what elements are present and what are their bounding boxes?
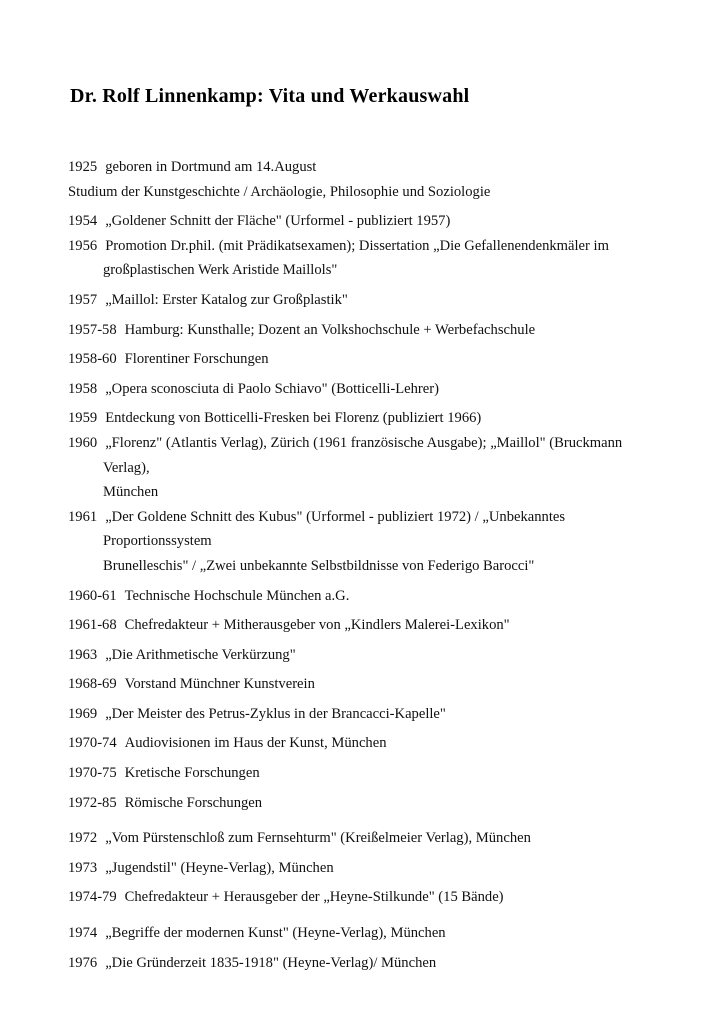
entry-year: 1958 <box>68 380 98 397</box>
entry-year: 1956 <box>68 237 98 254</box>
entry-line: „Opera sconosciuta di Paolo Schiavo" (Botticelli-Lehrer) <box>105 380 439 397</box>
entry-line: „Der Meister des Petrus-Zyklus in der Brancacci-Kapelle" <box>105 705 446 722</box>
vita-list <box>68 155 668 975</box>
entry-line: „Die Gründerzeit 1835-1918" (Heyne-Verlag)/ München <box>105 954 437 971</box>
entry-year: 1961 <box>68 508 98 525</box>
entry-year: 1970-74 <box>68 735 117 752</box>
vita-entry <box>68 209 668 234</box>
entry-year: 1957 <box>68 291 98 308</box>
entry-year: 1963 <box>68 646 98 663</box>
entry-year: 1972 <box>68 830 98 847</box>
entry-year: 1974-79 <box>68 889 117 906</box>
entry-year: 1976 <box>68 954 98 971</box>
vita-entry <box>68 613 668 638</box>
entry-line: Brunelleschis" / „Zwei unbekannte Selbstbildnisse von Federigo Barocci" <box>103 557 535 574</box>
entry-line: Audiovisionen im Haus der Kunst, München <box>124 735 387 752</box>
entry-year: 1969 <box>68 705 98 722</box>
vita-entry <box>68 951 668 976</box>
entry-line: „Begriffe der modernen Kunst" (Heyne-Verlag), München <box>105 925 446 942</box>
vita-entry <box>68 702 668 727</box>
entry-year: 1973 <box>68 859 98 876</box>
entry-line: „Vom Pürstenschloß zum Fernsehturm" (Kreißelmeier Verlag), München <box>105 830 531 847</box>
vita-entry <box>68 347 668 372</box>
entry-line: Entdeckung von Botticelli-Fresken bei Florenz (publiziert 1966) <box>105 410 482 427</box>
entry-line: „Der Goldene Schnitt des Kubus" (Urformel - publiziert 1972) / „Unbekanntes Proportionssystem <box>103 508 566 550</box>
vita-entry <box>68 856 668 881</box>
entry-line: Technische Hochschule München a.G. <box>124 587 350 604</box>
entry-year: 1960 <box>68 434 98 451</box>
entry-year: 1957-58 <box>68 321 117 338</box>
entry-year: 1954 <box>68 213 98 230</box>
entry-line: „Jugendstil" (Heyne-Verlag), München <box>105 859 334 876</box>
entry-year: 1972-85 <box>68 794 117 811</box>
vita-entry <box>68 921 668 946</box>
page-title: Dr. Rolf Linnenkamp: Vita und Werkauswahl <box>70 85 470 107</box>
vita-entry <box>68 584 668 609</box>
entry-year: 1958-60 <box>68 351 117 368</box>
entry-year: 1959 <box>68 410 98 427</box>
vita-entry <box>68 180 668 205</box>
entry-line: „Goldener Schnitt der Fläche" (Urformel - publiziert 1957) <box>105 213 451 230</box>
vita-entry <box>68 406 668 431</box>
entry-line: Florentiner Forschungen <box>124 351 269 368</box>
entry-line: großplastischen Werk Aristide Maillols" <box>103 262 338 279</box>
vita-entry <box>68 761 668 786</box>
entry-year: 1970-75 <box>68 765 117 782</box>
entry-line: Römische Forschungen <box>124 794 263 811</box>
entry-line: „Die Arithmetische Verkürzung" <box>105 646 296 663</box>
entry-line: Promotion Dr.phil. (mit Prädikatsexamen); Dissertation „Die Gefallenendenkmäler im <box>105 237 609 254</box>
entry-year: 1968-69 <box>68 676 117 693</box>
entry-line: Hamburg: Kunsthalle; Dozent an Volkshochschule + Werbefachschule <box>124 321 536 338</box>
vita-entry <box>68 318 668 343</box>
vita-entry <box>68 431 668 505</box>
vita-entry <box>68 155 668 180</box>
vita-entry <box>68 377 668 402</box>
vita-entry <box>68 731 668 756</box>
vita-entry <box>68 288 668 313</box>
entry-line: „Maillol: Erster Katalog zur Großplastik" <box>105 291 348 308</box>
entry-line: München <box>103 484 159 501</box>
entry-line: Chefredakteur + Herausgeber der „Heyne-Stilkunde" (15 Bände) <box>124 889 504 906</box>
entry-year: 1974 <box>68 925 98 942</box>
entry-line: Vorstand Münchner Kunstverein <box>124 676 315 693</box>
entry-line: geboren in Dortmund am 14.August <box>105 159 317 175</box>
entry-line: Chefredakteur + Mitherausgeber von „Kindlers Malerei-Lexikon" <box>124 617 510 634</box>
entry-year: 1961-68 <box>68 617 117 634</box>
vita-entry <box>68 672 668 697</box>
vita-entry <box>68 826 668 851</box>
entry-year: 1960-61 <box>68 587 117 604</box>
entry-line: Studium der Kunstgeschichte / Archäologie, Philosophie und Soziologie <box>68 183 491 200</box>
entry-line: Kretische Forschungen <box>124 765 260 782</box>
vita-entry <box>68 791 668 816</box>
vita-entry <box>68 643 668 668</box>
entry-line: „Florenz" (Atlantis Verlag), Zürich (1961 französische Ausgabe); „Maillol" (Bruckmann Verlag), <box>103 434 623 476</box>
vita-entry <box>68 885 668 910</box>
entry-year: 1925 <box>68 159 98 175</box>
vita-entry <box>68 505 668 579</box>
vita-entry <box>68 234 668 283</box>
